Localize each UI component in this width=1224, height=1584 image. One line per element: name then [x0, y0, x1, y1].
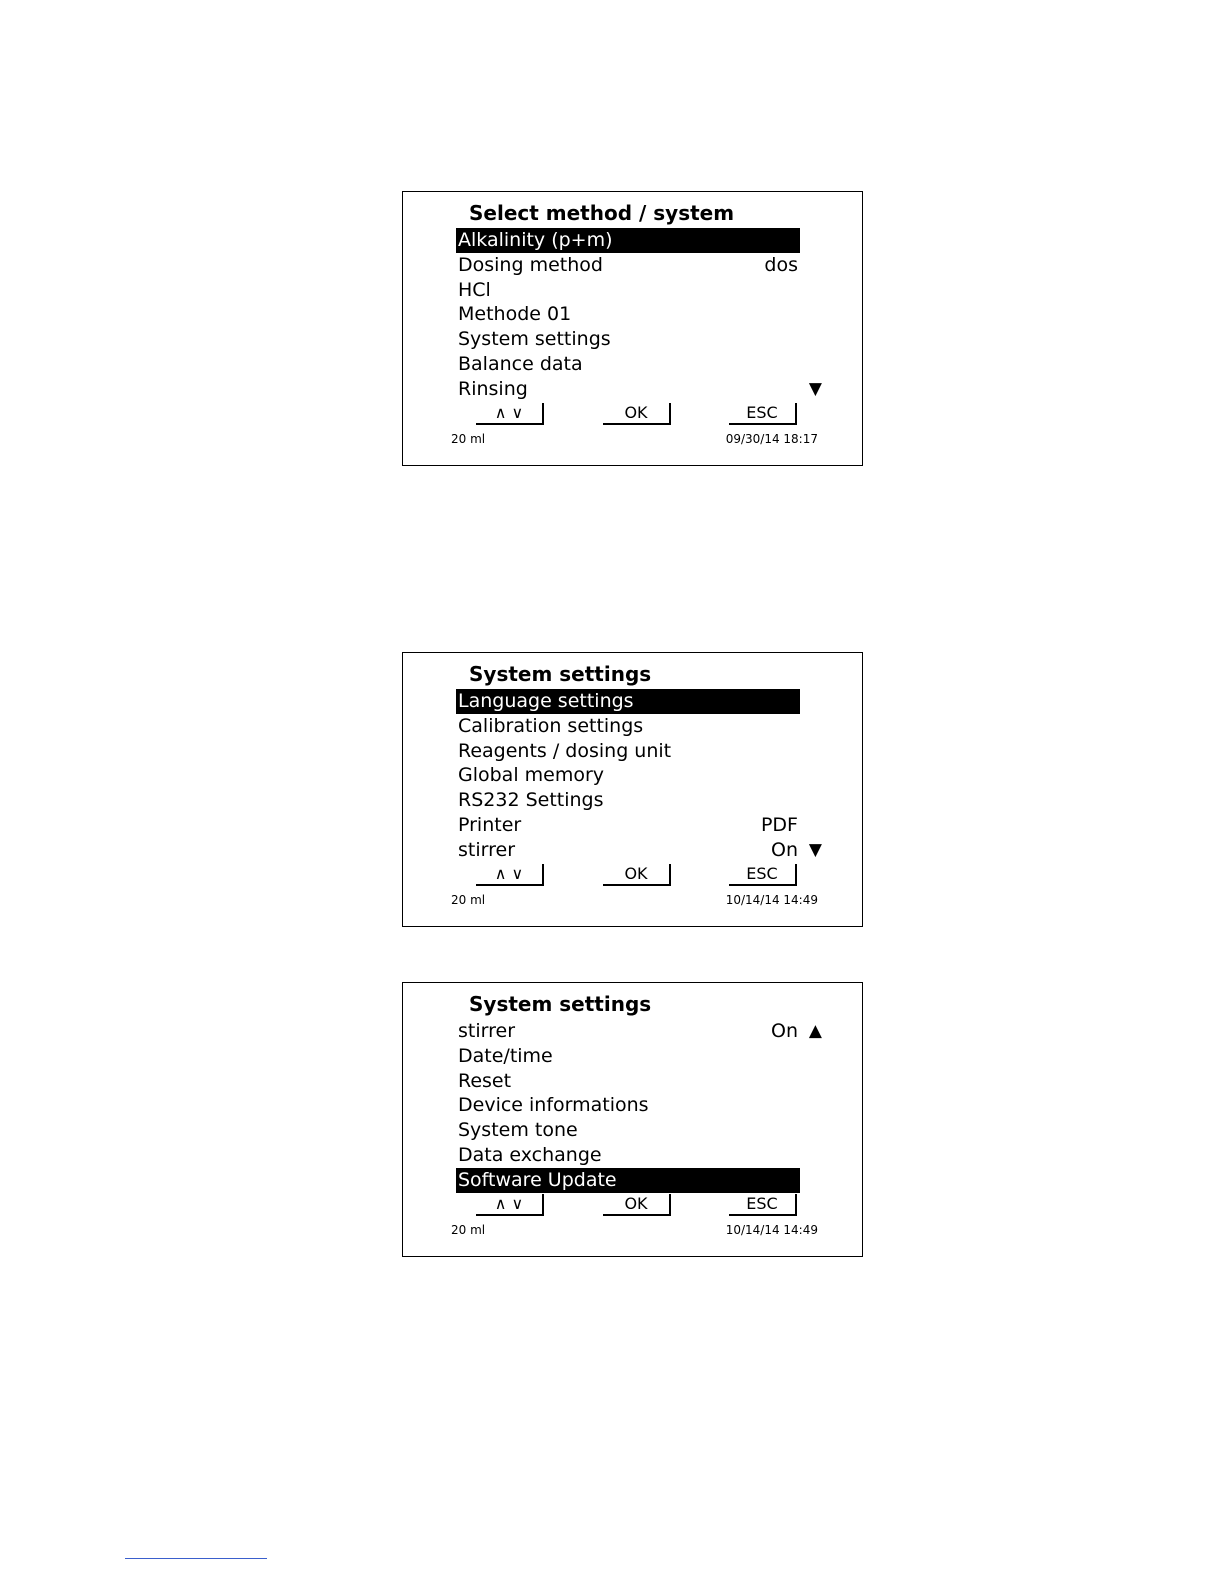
menu-item-label: Balance data	[458, 352, 583, 375]
menu-item-software-update[interactable]	[456, 1168, 800, 1193]
scroll-down-icon: ▼	[808, 839, 822, 860]
burette-volume: 20 ml	[451, 432, 486, 446]
status-datetime: 10/14/14 14:49	[725, 1223, 818, 1237]
menu-item-label: Device informations	[458, 1094, 649, 1117]
menu-item-label: Global memory	[458, 764, 605, 787]
esc-button[interactable]: ESC	[729, 1194, 797, 1216]
navigate-button[interactable]: ∧ ∨	[476, 1194, 544, 1216]
footnote-divider	[125, 1558, 267, 1559]
menu-item-data-exchange[interactable]	[456, 1143, 800, 1168]
menu-item-alkalinity[interactable]	[456, 228, 800, 253]
burette-volume: 20 ml	[451, 893, 486, 907]
menu-item-reset[interactable]	[456, 1069, 800, 1094]
menu-item-label: RS232 Settings	[458, 789, 604, 812]
menu-item-value: dos	[764, 253, 798, 276]
ok-button[interactable]: OK	[603, 1194, 671, 1216]
screen-title: System settings	[469, 662, 652, 686]
menu-item-label: Printer	[458, 813, 522, 836]
menu-item-label: Methode 01	[458, 303, 572, 326]
menu-item-label: HCl	[458, 278, 491, 301]
system-settings-screen-top	[402, 652, 863, 927]
menu-item-rinsing[interactable]	[456, 377, 822, 402]
esc-button[interactable]: ESC	[729, 403, 797, 425]
menu-item-label: Rinsing	[458, 377, 528, 400]
menu-item-methode-01[interactable]	[456, 302, 800, 327]
burette-volume: 20 ml	[451, 1223, 486, 1237]
esc-button[interactable]: ESC	[729, 864, 797, 886]
menu-item-label: Software Update	[458, 1168, 617, 1191]
menu-item-printer[interactable]	[456, 813, 800, 838]
menu-item-label: Dosing method	[458, 253, 603, 276]
scroll-up-icon: ▲	[808, 1021, 822, 1041]
status-datetime: 10/14/14 14:49	[725, 893, 818, 907]
system-settings-screen-bottom	[402, 982, 863, 1257]
menu-item-stirrer[interactable]	[456, 838, 822, 863]
menu-item-label: Language settings	[458, 690, 634, 712]
method-menu	[456, 228, 822, 402]
menu-item-reagents-dosing-unit[interactable]	[456, 739, 800, 764]
menu-item-label: Alkalinity (p+m)	[458, 229, 613, 251]
softkey-bar	[403, 403, 862, 427]
ok-button[interactable]: OK	[603, 864, 671, 886]
method-select-screen	[402, 191, 863, 466]
menu-item-balance-data[interactable]	[456, 352, 800, 377]
menu-item-value: On	[771, 1020, 798, 1042]
menu-item-language-settings[interactable]	[456, 689, 800, 714]
softkey-bar	[403, 1194, 862, 1218]
scroll-down-icon: ▼	[808, 378, 822, 399]
menu-item-rs232-settings[interactable]	[456, 788, 800, 813]
status-datetime: 09/30/14 18:17	[725, 432, 818, 446]
menu-item-global-memory[interactable]	[456, 763, 800, 788]
menu-item-hcl[interactable]	[456, 278, 800, 303]
menu-item-stirrer[interactable]	[456, 1019, 822, 1044]
menu-item-label: Reset	[458, 1069, 512, 1092]
menu-item-label: stirrer	[458, 1020, 515, 1042]
menu-item-label: Data exchange	[458, 1143, 602, 1166]
menu-item-label: Date/time	[458, 1044, 553, 1067]
menu-item-label: stirrer	[458, 838, 515, 861]
menu-item-value: PDF	[760, 813, 798, 836]
menu-item-system-settings[interactable]	[456, 327, 800, 352]
screen-title: Select method / system	[469, 201, 735, 225]
menu-item-dosing-method[interactable]	[456, 253, 800, 278]
menu-item-device-informations[interactable]	[456, 1093, 800, 1118]
menu-item-label: Reagents / dosing unit	[458, 739, 672, 762]
menu-item-label: System settings	[458, 328, 611, 351]
menu-item-calibration-settings[interactable]	[456, 714, 800, 739]
navigate-button[interactable]: ∧ ∨	[476, 864, 544, 886]
menu-item-label: System tone	[458, 1119, 578, 1142]
navigate-button[interactable]: ∧ ∨	[476, 403, 544, 425]
system-settings-menu	[456, 1019, 822, 1193]
menu-item-value: On	[771, 838, 798, 861]
menu-item-label: Calibration settings	[458, 714, 644, 737]
system-settings-menu	[456, 689, 822, 863]
softkey-bar	[403, 864, 862, 888]
menu-item-system-tone[interactable]	[456, 1118, 800, 1143]
ok-button[interactable]: OK	[603, 403, 671, 425]
screen-title: System settings	[469, 992, 652, 1016]
menu-item-date-time[interactable]	[456, 1044, 800, 1069]
